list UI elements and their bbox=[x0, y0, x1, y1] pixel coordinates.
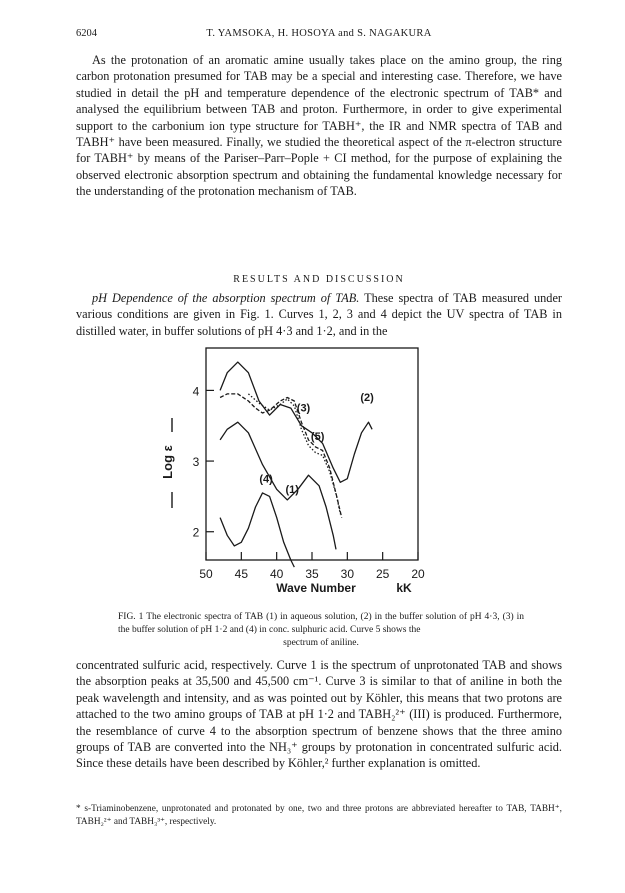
curve-label-4: (4) bbox=[259, 473, 273, 486]
results-subheading: pH Dependence of the absorption spectrum of TAB. bbox=[92, 291, 360, 305]
continuation-paragraph: concentrated sulfuric acid, respectively. Curve 1 is the spectrum of unprotonated TAB and shows the absorption peaks at 35,500 and 45,500 cm⁻¹. Curve 3 is similar to that of aniline in both the peak wavelength and intensity, and as was pointed out by Köhler, this means that two protons are attached to the two amino groups of TAB at pH 1·2 and TABH₂²⁺ (III) is produced. Furthermore, the resemblance of curve 4 to the absorption spectrum of benzene shows that the three amino groups of TAB are converted into the NH₃⁺ groups by protonation in concentrated sulfuric acid. Since these details have been described by Köhler,² further explanation is omitted. bbox=[76, 658, 562, 771]
section-heading: RESULTS AND DISCUSSION bbox=[233, 274, 405, 285]
chart-labels bbox=[160, 392, 412, 595]
x-tick-label: 20 bbox=[411, 567, 425, 581]
intro-paragraph bbox=[76, 52, 562, 200]
figure-1 bbox=[150, 346, 490, 608]
chart-frame bbox=[206, 348, 418, 560]
x-tick-label: 45 bbox=[234, 567, 249, 581]
chart-curves bbox=[220, 362, 372, 567]
curve-label-5: (5) bbox=[310, 430, 325, 443]
curve-2 bbox=[220, 362, 372, 482]
page-number: 6204 bbox=[76, 28, 97, 39]
curve-label-1: (1) bbox=[285, 483, 299, 496]
intro-text: As the protonation of an aromatic amine usually takes place on the amino group, the ring carbon protonation presumed for TAB may be a special and interesting case. Therefore, we have studied in detail the pH and temperature dependence of the electronic spectrum of TAB* and analysed the equilibrium between TAB and proton. Furthermore, in order to give experimental support to the carbonium ion type structure for TABH⁺, the IR and NMR spectra of TAB and TABH⁺ have been measured. Finally, we studied the theoretical aspect of the π-electron structure for TABH⁺ by means of the Pariser–Parr–Pople + CI method, for the purpose of explaining the observed electronic absorption spectrum and obtaining the fundamental knowledge necessary for the understanding of the protonation mechanism of TAB. bbox=[76, 53, 562, 199]
x-tick-label: 50 bbox=[199, 567, 213, 581]
x-tick-label: 35 bbox=[305, 567, 319, 581]
x-tick-label: 40 bbox=[269, 567, 284, 581]
x-tick-label: 25 bbox=[375, 567, 390, 581]
curve-label-2: (2) bbox=[360, 392, 374, 404]
curve-label-3: (3) bbox=[296, 402, 311, 415]
running-header bbox=[76, 28, 562, 44]
x-tick-label: 30 bbox=[340, 567, 355, 581]
results-text: These spectra of TAB measured under various conditions are given in Fig. 1. Curves 1, 2, 3 and 4 depict the UV spectra of TAB in distilled water, in buffer solutions of pH 4·3 and 1·2, and in the bbox=[76, 291, 562, 338]
figure-caption bbox=[118, 611, 524, 649]
y-axis-label: Log ε bbox=[160, 445, 175, 479]
figure-caption-text: FIG. 1 The electronic spectra of TAB (1) in aqueous solution, (2) in the buffer solution of pH 4·3, (3) in the buffer solution of pH 1·2 and (4) in conc. sulphuric acid. Curve 5 shows the bbox=[118, 612, 524, 635]
footnote: * s-Triaminobenzene, unprotonated and protonated by one, two and three protons are abbreviated hereafter to TAB, TABH⁺, TABH₂²⁺ and TABH₃³⁺, respectively. bbox=[76, 804, 562, 827]
curve-4 bbox=[220, 493, 294, 567]
y-tick-label: 3 bbox=[192, 455, 200, 470]
results-paragraph bbox=[76, 290, 562, 339]
plot-frame bbox=[206, 348, 418, 560]
x-axis-unit: kK bbox=[396, 581, 412, 595]
running-header-authors: T. YAMSOKA, H. HOSOYA and S. NAGAKURA bbox=[206, 28, 432, 39]
spectra-chart bbox=[150, 346, 490, 608]
x-axis-label: Wave Number bbox=[276, 581, 356, 595]
figure-caption-end: spectrum of aniline. bbox=[283, 637, 359, 648]
y-tick-label: 2 bbox=[192, 525, 200, 540]
y-tick-label: 4 bbox=[192, 384, 200, 399]
